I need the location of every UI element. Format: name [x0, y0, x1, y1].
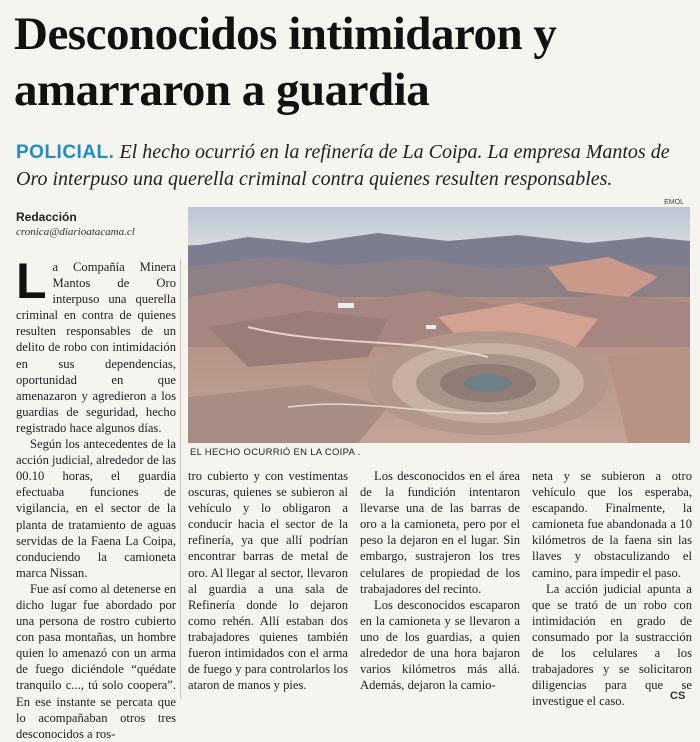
mine-photo: [188, 207, 690, 443]
photo-credit: EMOL: [664, 199, 684, 206]
byline-author: Redacción: [16, 210, 77, 224]
section-kicker: POLICIAL.: [16, 142, 115, 163]
byline-email: cronica@diarioatacama.cl: [16, 226, 135, 238]
drop-cap: L: [16, 253, 47, 309]
deck: [16, 139, 696, 192]
column-divider: [180, 259, 181, 699]
headline-line-2: amarraron a guardia: [14, 64, 430, 116]
deck-text: El hecho ocurrió en la refinería de La Coipa. La empresa Mantos de Oro interpuso una querella criminal contra quienes resulten responsables.: [16, 141, 670, 190]
paragraph-4: tro cubierto y con vestimentas oscuras, quienes se subieron al vehículo y lo obligaron a conducir hacia el sector de la refinería, ya que allí podrían encontrar barras de metal de oro. Al llegar al sector, llevaron al guardia a una sala de Refinería donde lo dejaron como rehén. Allí estaban dos trabajadores quienes también fueron intimidados con el arma de fuego y para controlarlos los ataron de manos y pies.: [188, 469, 348, 693]
article-column-3: [360, 468, 520, 693]
article-column-4: [532, 468, 692, 709]
headline: [14, 6, 694, 118]
paragraph-6: Los desconocidos escaparon en la camioneta y se llevaron a uno de los guardias, a quien alrededor de una hora bajaron varios kilómetros más allá. Además, dejaron la camio-: [360, 597, 520, 693]
paragraph-8: La acción judicial apunta a que se trató de un robo con intimidación en grado de consumado por la sustracción de los celulares a los trabajadores y se solicitaron diligencias para que se investigue el caso.: [532, 581, 692, 709]
headline-line-1: Desconocidos intimidaron y: [14, 8, 557, 60]
paragraph-7: neta y se subieron a otro vehículo que los esperaba, escapando. Finalmente, la camioneta fue abandonada a 10 kilómetros de la faena sin las llaves y obstaculizando el camino, para impedir el paso.: [532, 469, 692, 580]
paragraph-3: Fue así como al detenerse en dicho lugar fue abordado por una persona de rostro cubierto con pasa montañas, un hombre quien lo amenazó con un arma de fuego diciéndole “quédate tranquilo c..., tú solo coopera”. En ese instante se percata que lo acompañaban otros tres desconocidos a ros-: [16, 581, 176, 741]
article-column-2: [188, 468, 348, 693]
end-mark: CS: [670, 690, 686, 702]
open-pit-mine-illustration: [188, 207, 690, 443]
paragraph-5: Los desconocidos en el área de la fundición intentaron llevarse una de las barras de oro a la camioneta, pero por el peso la dejaron en el lugar. Sin embargo, sustrajeron los tres celulares de propiedad de los trabajadores del recinto.: [360, 469, 520, 596]
paragraph-2: Según los antecedentes de la acción judicial, alrededor de las 00.10 horas, el guardia efectuaba funciones de vigilancia, en el sector de la planta de tratamiento de aguas servidas de la Faena La Coipa, conduciendo la camioneta marca Nissan.: [16, 437, 176, 580]
article-column-1: [16, 253, 176, 742]
paragraph-1: a Compañía Minera Mantos de Oro interpuso una querella criminal en contra de quienes resulten responsables de un delito de robo con intimidación en sus dependencias, oportunidad en que amenazaron y agredieron a los guardias de seguridad, hecho registrado hace algunos días.: [16, 260, 176, 435]
photo-caption: EL HECHO OCURRIÓ EN LA COIPA .: [190, 447, 361, 458]
